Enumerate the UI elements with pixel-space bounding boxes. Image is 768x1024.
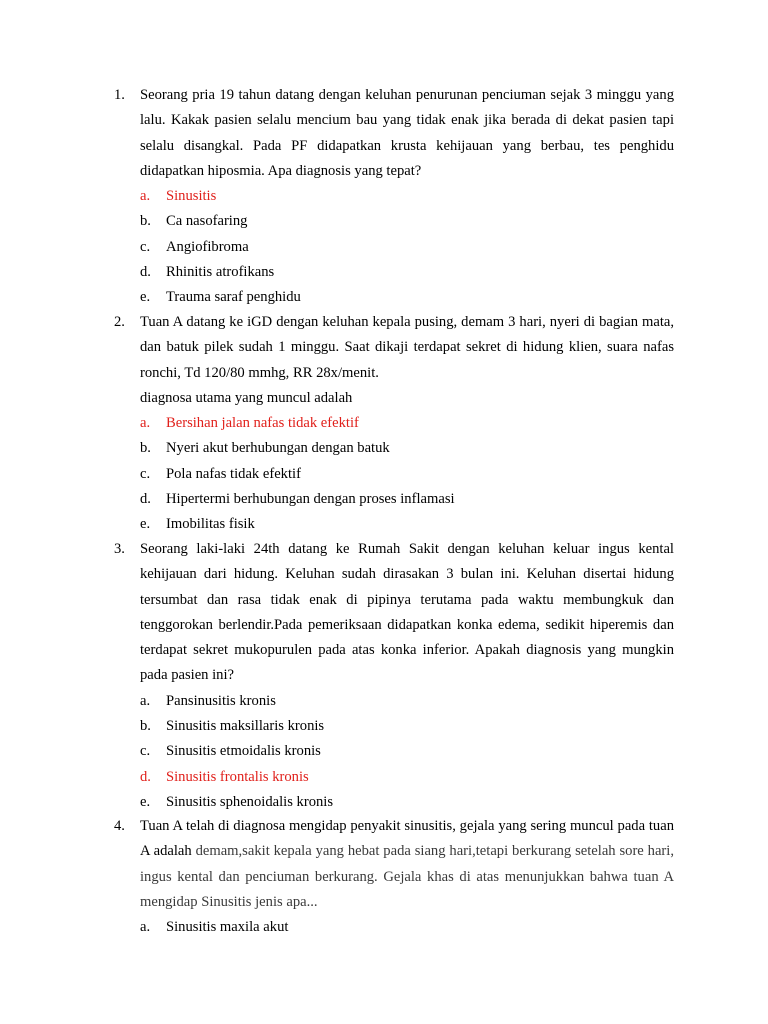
option-text: Pola nafas tidak efektif [166, 465, 301, 482]
option-d-correct [114, 765, 674, 790]
option-text: Rhinitis atrofikans [166, 264, 275, 281]
question-text: Tuan A datang ke iGD dengan keluhan kepala pusing, demam 3 hari, nyeri di bagian mata, dan batuk pilek sudah 1 minggu. Saat dikaji terdapat sekret di hidung klien, suara nafas ronchi, Td 120/80 mmhg, RR 28x/menit. [140, 314, 674, 381]
option-d [114, 260, 674, 285]
option-letter: a. [140, 188, 151, 205]
question-4 [114, 814, 674, 940]
option-letter: c. [140, 465, 151, 482]
option-list [114, 411, 674, 537]
option-text: Sinusitis maksillaris kronis [166, 718, 325, 735]
question-number: 3. [114, 541, 125, 557]
option-text: Sinusitis maxila akut [166, 919, 289, 936]
question-2 [114, 310, 674, 538]
option-text: Nyeri akut berhubungan dengan batuk [166, 440, 390, 457]
option-letter: c. [140, 238, 151, 255]
question-number: 2. [114, 314, 125, 330]
option-letter: e. [140, 793, 151, 810]
option-letter: a. [140, 692, 151, 709]
question-text: Seorang laki-laki 24th datang ke Rumah Sakit dengan keluhan keluar ingus kental kehijauan dari hidung. Keluhan sudah dirasakan 3 bulan ini. Keluhan disertai hidung tersumbat dan rasa tidak enak di pipinya terutama pada waktu membungkuk dan tenggorokan berlendir.Pada pemeriksaan didapatkan konka edema, sedikit hiperemis dan terdapat sekret mukopurulen pada atas konka inferior. Apakah diagnosis yang mungkin pada pasien ini? [140, 541, 674, 684]
option-text: Angiofibroma [166, 238, 249, 255]
option-text: Trauma saraf penghidu [166, 289, 301, 306]
option-letter: b. [140, 213, 151, 230]
option-letter: c. [140, 743, 151, 760]
option-b [114, 436, 674, 461]
option-c [114, 462, 674, 487]
option-text: Sinusitis frontalis kronis [166, 768, 309, 785]
question-text-part-2: demam,sakit kepala yang hebat pada siang hari,tetapi berkurang setelah sore hari, ingus kental dan penciuman berkurang. Gejala khas di atas menunjukkan bahwa tuan A mengidap Sinusitis jenis apa... [140, 843, 674, 910]
option-text: Imobilitas fisik [166, 516, 255, 533]
option-b [114, 714, 674, 739]
option-c [114, 235, 674, 260]
option-e [114, 512, 674, 537]
option-list [114, 184, 674, 310]
option-letter: e. [140, 516, 151, 533]
option-e [114, 790, 674, 815]
question-number: 4. [114, 818, 125, 834]
question-3 [114, 537, 674, 815]
option-text: Sinusitis [166, 188, 217, 205]
option-letter: d. [140, 491, 151, 508]
option-letter: a. [140, 415, 151, 432]
question-subtext: diagnosa utama yang muncul adalah [140, 389, 353, 406]
option-text: Pansinusitis kronis [166, 692, 276, 709]
option-list [114, 689, 674, 815]
question-text [140, 814, 674, 915]
option-text: Ca nasofaring [166, 213, 248, 230]
option-e [114, 285, 674, 310]
option-text: Sinusitis etmoidalis kronis [166, 743, 321, 760]
question-text: Seorang pria 19 tahun datang dengan keluhan penurunan penciuman sejak 3 minggu yang lalu. Kakak pasien selalu mencium bau yang tidak enak jika berada di dekat pasien tapi selalu disangkal. Pada PF didapatkan krusta kehijauan yang berbau, tes penghidu didapatkan hiposmia. Apa diagnosis yang tepat? [140, 87, 674, 179]
option-d [114, 487, 674, 512]
question-number: 1. [114, 87, 125, 103]
option-a-correct [114, 411, 674, 436]
option-a-correct [114, 184, 674, 209]
option-list [114, 915, 674, 940]
option-a [114, 689, 674, 714]
option-letter: e. [140, 289, 151, 306]
option-text: Hipertermi berhubungan dengan proses inflamasi [166, 491, 455, 508]
option-letter: b. [140, 718, 151, 735]
question-text-part-1: Tuan A telah di diagnosa mengidap penyakit sinusitis, gejala yang sering muncul pada tuan A adalah [140, 818, 674, 860]
option-text: Bersihan jalan nafas tidak efektif [166, 415, 359, 432]
option-text: Sinusitis sphenoidalis kronis [166, 793, 334, 810]
option-a [114, 915, 674, 940]
option-letter: b. [140, 440, 151, 457]
option-c [114, 739, 674, 764]
question-1 [114, 83, 674, 311]
option-letter: a. [140, 919, 151, 936]
option-b [114, 209, 674, 234]
option-letter: d. [140, 264, 151, 281]
option-letter: d. [140, 768, 151, 785]
